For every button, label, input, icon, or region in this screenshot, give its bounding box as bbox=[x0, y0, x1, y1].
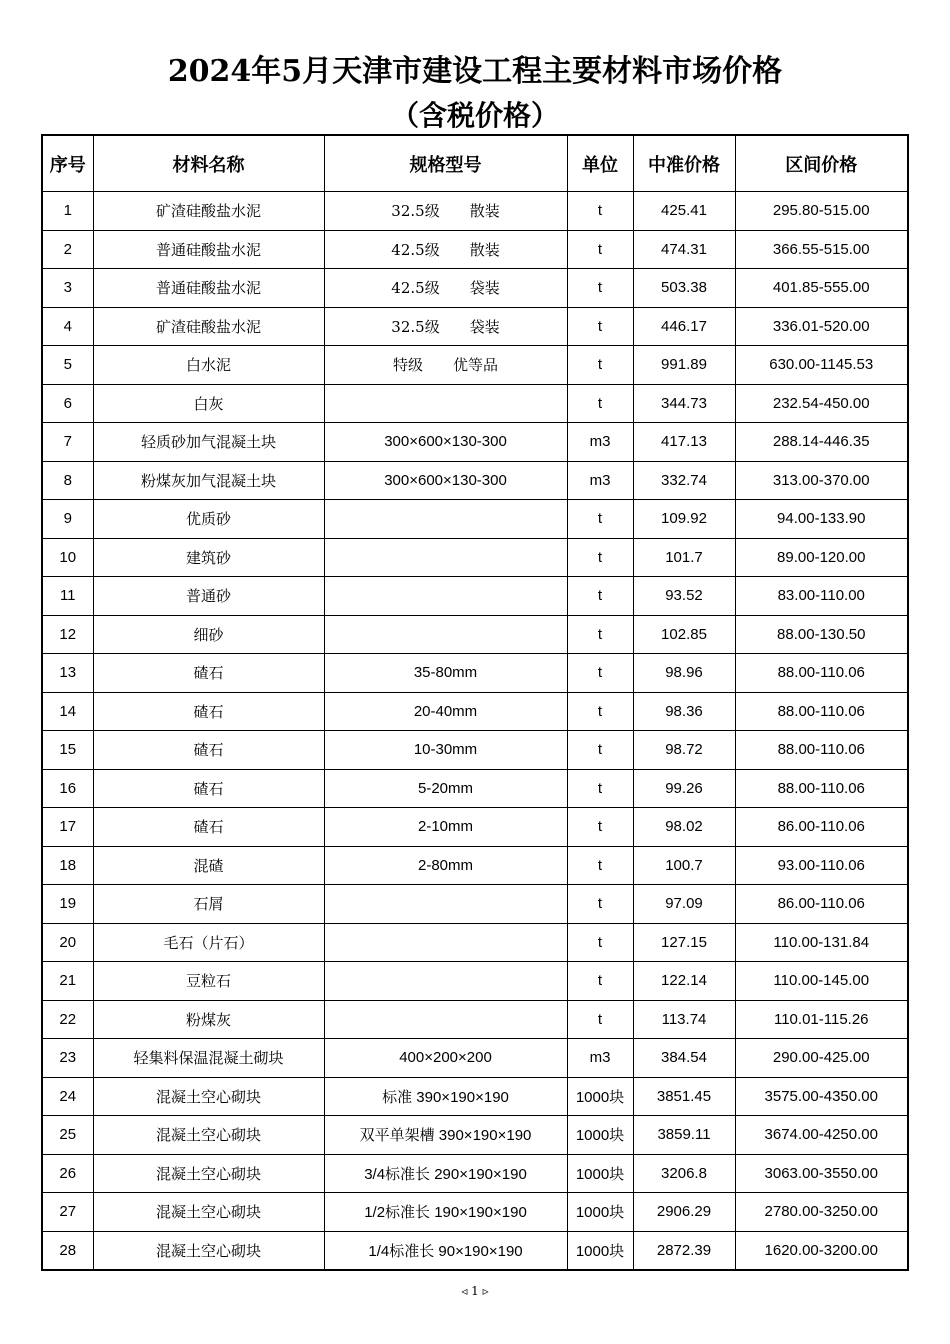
unit-cell: t bbox=[567, 654, 633, 693]
unit-cell: t bbox=[567, 192, 633, 231]
specification-cell: 300×600×130-300 bbox=[324, 423, 567, 462]
column-header-unit: 单位 bbox=[567, 135, 633, 192]
table-row bbox=[42, 1116, 908, 1155]
specification-cell bbox=[324, 962, 567, 1001]
table-row bbox=[42, 846, 908, 885]
row-index-cell: 18 bbox=[42, 846, 93, 885]
row-index-cell: 13 bbox=[42, 654, 93, 693]
specification-cell: 32.5级 袋装 bbox=[324, 307, 567, 346]
specification-cell bbox=[324, 538, 567, 577]
price-range-cell: 366.55-515.00 bbox=[735, 230, 908, 269]
material-name-cell: 毛石（片石） bbox=[93, 923, 324, 962]
unit-cell: t bbox=[567, 846, 633, 885]
table-row bbox=[42, 808, 908, 847]
material-name-cell: 混凝土空心砌块 bbox=[93, 1154, 324, 1193]
material-name-cell: 混凝土空心砌块 bbox=[93, 1231, 324, 1270]
unit-cell: t bbox=[567, 538, 633, 577]
price-range-cell: 110.00-131.84 bbox=[735, 923, 908, 962]
page-subtitle: （含税价格） bbox=[390, 99, 559, 132]
price-table bbox=[41, 134, 909, 1271]
row-index-cell: 17 bbox=[42, 808, 93, 847]
median-price-cell: 344.73 bbox=[633, 384, 735, 423]
unit-cell: t bbox=[567, 307, 633, 346]
material-name-cell: 轻集料保温混凝土砌块 bbox=[93, 1039, 324, 1078]
median-price-cell: 127.15 bbox=[633, 923, 735, 962]
column-header-price-range: 区间价格 bbox=[735, 135, 908, 192]
row-index-cell: 3 bbox=[42, 269, 93, 308]
unit-cell: m3 bbox=[567, 1039, 633, 1078]
specification-cell: 10-30mm bbox=[324, 731, 567, 770]
unit-cell: t bbox=[567, 923, 633, 962]
specification-cell: 特级 优等品 bbox=[324, 346, 567, 385]
row-index-cell: 5 bbox=[42, 346, 93, 385]
median-price-cell: 3206.8 bbox=[633, 1154, 735, 1193]
specification-cell: 双平单架槽 390×190×190 bbox=[324, 1116, 567, 1155]
price-range-cell: 401.85-555.00 bbox=[735, 269, 908, 308]
median-price-cell: 991.89 bbox=[633, 346, 735, 385]
table-row bbox=[42, 1154, 908, 1193]
row-index-cell: 15 bbox=[42, 731, 93, 770]
material-name-cell: 碴石 bbox=[93, 769, 324, 808]
row-index-cell: 11 bbox=[42, 577, 93, 616]
material-name-cell: 普通硅酸盐水泥 bbox=[93, 230, 324, 269]
specification-cell: 标准 390×190×190 bbox=[324, 1077, 567, 1116]
table-row bbox=[42, 692, 908, 731]
material-name-cell: 普通硅酸盐水泥 bbox=[93, 269, 324, 308]
unit-cell: t bbox=[567, 769, 633, 808]
row-index-cell: 22 bbox=[42, 1000, 93, 1039]
material-name-cell: 轻质砂加气混凝土块 bbox=[93, 423, 324, 462]
specification-cell bbox=[324, 923, 567, 962]
table-row bbox=[42, 885, 908, 924]
price-range-cell: 232.54-450.00 bbox=[735, 384, 908, 423]
unit-cell: m3 bbox=[567, 461, 633, 500]
median-price-cell: 101.7 bbox=[633, 538, 735, 577]
row-index-cell: 7 bbox=[42, 423, 93, 462]
unit-cell: t bbox=[567, 692, 633, 731]
unit-cell: m3 bbox=[567, 423, 633, 462]
table-row bbox=[42, 230, 908, 269]
price-range-cell: 86.00-110.06 bbox=[735, 808, 908, 847]
specification-cell bbox=[324, 384, 567, 423]
page-number: ◃ 1 ▹ bbox=[461, 1284, 489, 1298]
price-range-cell: 336.01-520.00 bbox=[735, 307, 908, 346]
row-index-cell: 25 bbox=[42, 1116, 93, 1155]
unit-cell: t bbox=[567, 384, 633, 423]
table-row bbox=[42, 500, 908, 539]
unit-cell: t bbox=[567, 731, 633, 770]
row-index-cell: 19 bbox=[42, 885, 93, 924]
median-price-cell: 122.14 bbox=[633, 962, 735, 1001]
table-row bbox=[42, 346, 908, 385]
median-price-cell: 2906.29 bbox=[633, 1193, 735, 1232]
material-name-cell: 矿渣硅酸盐水泥 bbox=[93, 307, 324, 346]
specification-cell: 2-80mm bbox=[324, 846, 567, 885]
price-range-cell: 86.00-110.06 bbox=[735, 885, 908, 924]
unit-cell: t bbox=[567, 1000, 633, 1039]
median-price-cell: 100.7 bbox=[633, 846, 735, 885]
material-name-cell: 白水泥 bbox=[93, 346, 324, 385]
price-range-cell: 88.00-110.06 bbox=[735, 769, 908, 808]
unit-cell: t bbox=[567, 500, 633, 539]
row-index-cell: 10 bbox=[42, 538, 93, 577]
page-title: 2024年5月天津市建设工程主要材料市场价格 bbox=[167, 54, 783, 89]
median-price-cell: 474.31 bbox=[633, 230, 735, 269]
unit-cell: t bbox=[567, 808, 633, 847]
unit-cell: t bbox=[567, 885, 633, 924]
specification-cell: 400×200×200 bbox=[324, 1039, 567, 1078]
table-row bbox=[42, 538, 908, 577]
row-index-cell: 28 bbox=[42, 1231, 93, 1270]
table-header-row bbox=[42, 135, 908, 192]
row-index-cell: 23 bbox=[42, 1039, 93, 1078]
price-range-cell: 110.00-145.00 bbox=[735, 962, 908, 1001]
median-price-cell: 3859.11 bbox=[633, 1116, 735, 1155]
specification-cell: 5-20mm bbox=[324, 769, 567, 808]
material-name-cell: 混凝土空心砌块 bbox=[93, 1193, 324, 1232]
table-row bbox=[42, 1000, 908, 1039]
median-price-cell: 417.13 bbox=[633, 423, 735, 462]
row-index-cell: 4 bbox=[42, 307, 93, 346]
table-row bbox=[42, 461, 908, 500]
row-index-cell: 20 bbox=[42, 923, 93, 962]
material-name-cell: 石屑 bbox=[93, 885, 324, 924]
table-row bbox=[42, 384, 908, 423]
unit-cell: t bbox=[567, 346, 633, 385]
material-name-cell: 矿渣硅酸盐水泥 bbox=[93, 192, 324, 231]
material-name-cell: 白灰 bbox=[93, 384, 324, 423]
price-range-cell: 630.00-1145.53 bbox=[735, 346, 908, 385]
material-name-cell: 混碴 bbox=[93, 846, 324, 885]
unit-cell: t bbox=[567, 962, 633, 1001]
material-name-cell: 碴石 bbox=[93, 808, 324, 847]
table-row bbox=[42, 307, 908, 346]
material-name-cell: 碴石 bbox=[93, 692, 324, 731]
row-index-cell: 2 bbox=[42, 230, 93, 269]
material-name-cell: 豆粒石 bbox=[93, 962, 324, 1001]
median-price-cell: 2872.39 bbox=[633, 1231, 735, 1270]
row-index-cell: 24 bbox=[42, 1077, 93, 1116]
median-price-cell: 98.96 bbox=[633, 654, 735, 693]
price-range-cell: 88.00-110.06 bbox=[735, 692, 908, 731]
material-name-cell: 优质砂 bbox=[93, 500, 324, 539]
price-range-cell: 290.00-425.00 bbox=[735, 1039, 908, 1078]
table-row bbox=[42, 1231, 908, 1270]
median-price-cell: 98.36 bbox=[633, 692, 735, 731]
table-row bbox=[42, 962, 908, 1001]
material-name-cell: 粉煤灰加气混凝土块 bbox=[93, 461, 324, 500]
specification-cell: 2-10mm bbox=[324, 808, 567, 847]
material-name-cell: 混凝土空心砌块 bbox=[93, 1116, 324, 1155]
row-index-cell: 26 bbox=[42, 1154, 93, 1193]
table-row bbox=[42, 615, 908, 654]
material-name-cell: 细砂 bbox=[93, 615, 324, 654]
table-row bbox=[42, 654, 908, 693]
median-price-cell: 425.41 bbox=[633, 192, 735, 231]
unit-cell: 1000块 bbox=[567, 1193, 633, 1232]
unit-cell: 1000块 bbox=[567, 1154, 633, 1193]
row-index-cell: 27 bbox=[42, 1193, 93, 1232]
column-header-specification: 规格型号 bbox=[324, 135, 567, 192]
row-index-cell: 12 bbox=[42, 615, 93, 654]
unit-cell: 1000块 bbox=[567, 1116, 633, 1155]
unit-cell: t bbox=[567, 230, 633, 269]
unit-cell: t bbox=[567, 615, 633, 654]
column-header-material-name: 材料名称 bbox=[93, 135, 324, 192]
table-row bbox=[42, 192, 908, 231]
material-name-cell: 粉煤灰 bbox=[93, 1000, 324, 1039]
price-range-cell: 3063.00-3550.00 bbox=[735, 1154, 908, 1193]
median-price-cell: 99.26 bbox=[633, 769, 735, 808]
median-price-cell: 503.38 bbox=[633, 269, 735, 308]
price-range-cell: 93.00-110.06 bbox=[735, 846, 908, 885]
table-row bbox=[42, 1077, 908, 1116]
median-price-cell: 109.92 bbox=[633, 500, 735, 539]
material-name-cell: 建筑砂 bbox=[93, 538, 324, 577]
median-price-cell: 93.52 bbox=[633, 577, 735, 616]
median-price-cell: 332.74 bbox=[633, 461, 735, 500]
row-index-cell: 1 bbox=[42, 192, 93, 231]
median-price-cell: 98.02 bbox=[633, 808, 735, 847]
median-price-cell: 384.54 bbox=[633, 1039, 735, 1078]
row-index-cell: 6 bbox=[42, 384, 93, 423]
price-range-cell: 3575.00-4350.00 bbox=[735, 1077, 908, 1116]
specification-cell bbox=[324, 500, 567, 539]
unit-cell: t bbox=[567, 577, 633, 616]
median-price-cell: 102.85 bbox=[633, 615, 735, 654]
material-name-cell: 普通砂 bbox=[93, 577, 324, 616]
unit-cell: t bbox=[567, 269, 633, 308]
price-range-cell: 288.14-446.35 bbox=[735, 423, 908, 462]
specification-cell bbox=[324, 885, 567, 924]
median-price-cell: 446.17 bbox=[633, 307, 735, 346]
table-row bbox=[42, 577, 908, 616]
column-header-index: 序号 bbox=[42, 135, 93, 192]
price-range-cell: 110.01-115.26 bbox=[735, 1000, 908, 1039]
row-index-cell: 21 bbox=[42, 962, 93, 1001]
price-range-cell: 295.80-515.00 bbox=[735, 192, 908, 231]
row-index-cell: 8 bbox=[42, 461, 93, 500]
table-row bbox=[42, 923, 908, 962]
specification-cell: 35-80mm bbox=[324, 654, 567, 693]
unit-cell: 1000块 bbox=[567, 1077, 633, 1116]
table-row bbox=[42, 769, 908, 808]
price-range-cell: 88.00-130.50 bbox=[735, 615, 908, 654]
median-price-cell: 113.74 bbox=[633, 1000, 735, 1039]
median-price-cell: 98.72 bbox=[633, 731, 735, 770]
price-range-cell: 2780.00-3250.00 bbox=[735, 1193, 908, 1232]
table-row bbox=[42, 423, 908, 462]
price-range-cell: 83.00-110.00 bbox=[735, 577, 908, 616]
specification-cell: 300×600×130-300 bbox=[324, 461, 567, 500]
median-price-cell: 3851.45 bbox=[633, 1077, 735, 1116]
price-range-cell: 313.00-370.00 bbox=[735, 461, 908, 500]
median-price-cell: 97.09 bbox=[633, 885, 735, 924]
specification-cell: 32.5级 散装 bbox=[324, 192, 567, 231]
specification-cell bbox=[324, 577, 567, 616]
material-name-cell: 碴石 bbox=[93, 731, 324, 770]
specification-cell bbox=[324, 615, 567, 654]
table-row bbox=[42, 1039, 908, 1078]
row-index-cell: 9 bbox=[42, 500, 93, 539]
row-index-cell: 16 bbox=[42, 769, 93, 808]
material-name-cell: 混凝土空心砌块 bbox=[93, 1077, 324, 1116]
material-name-cell: 碴石 bbox=[93, 654, 324, 693]
table-row bbox=[42, 1193, 908, 1232]
specification-cell: 20-40mm bbox=[324, 692, 567, 731]
price-range-cell: 88.00-110.06 bbox=[735, 654, 908, 693]
specification-cell: 1/4标准长 90×190×190 bbox=[324, 1231, 567, 1270]
price-range-cell: 89.00-120.00 bbox=[735, 538, 908, 577]
column-header-median-price: 中准价格 bbox=[633, 135, 735, 192]
table-row bbox=[42, 731, 908, 770]
row-index-cell: 14 bbox=[42, 692, 93, 731]
price-range-cell: 1620.00-3200.00 bbox=[735, 1231, 908, 1270]
specification-cell bbox=[324, 1000, 567, 1039]
specification-cell: 42.5级 散装 bbox=[324, 230, 567, 269]
price-range-cell: 94.00-133.90 bbox=[735, 500, 908, 539]
specification-cell: 1/2标准长 190×190×190 bbox=[324, 1193, 567, 1232]
specification-cell: 42.5级 袋装 bbox=[324, 269, 567, 308]
unit-cell: 1000块 bbox=[567, 1231, 633, 1270]
price-range-cell: 88.00-110.06 bbox=[735, 731, 908, 770]
table-row bbox=[42, 269, 908, 308]
price-range-cell: 3674.00-4250.00 bbox=[735, 1116, 908, 1155]
specification-cell: 3/4标准长 290×190×190 bbox=[324, 1154, 567, 1193]
